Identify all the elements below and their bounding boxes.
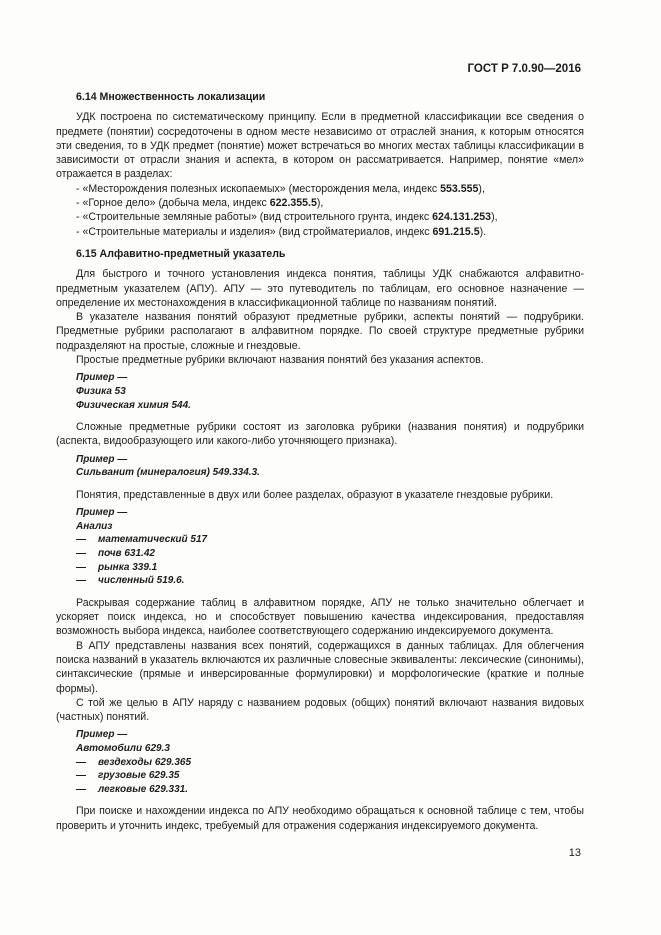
- example-label: Пример —: [76, 507, 128, 519]
- example-subheading: — математический 517: [76, 534, 208, 546]
- example-line: Физическая химия 544.: [76, 399, 191, 411]
- paragraph: Сложные предметные рубрики состоят из заголовка рубрики (названия понятия) и подрубрики (аспекта, видообразующего или какого-либо уточняющего признака).: [56, 421, 584, 448]
- section-title-6-14: 6.14 Множественность локализации: [76, 91, 266, 103]
- example-block: [56, 728, 584, 796]
- paragraph: Простые предметные рубрики включают названия понятий без указания аспектов.: [76, 354, 484, 367]
- example-block: [56, 506, 584, 588]
- paragraph: Раскрывая содержание таблиц в алфавитном порядке, АПУ не только значительно облегчает и ускоряет поиск индекса, но и способствует повышению качества индексирования, предоставляя возможность выбора индекса, наиболее соответствующего содержанию индексируемого документа.: [56, 596, 584, 638]
- list-item: - «Месторождения полезных ископаемых» (месторождения мела, индекс 553.555),: [76, 182, 485, 195]
- bullet-list: [56, 182, 584, 239]
- udc-index: 624.131.253: [432, 211, 492, 224]
- example-block: [56, 371, 584, 412]
- paragraph: Для быстрого и точного установления индекса понятия, таблицы УДК снабжаются алфавитно-предметным указателем (АПУ). АПУ — это путеводитель по таблицам, его основное назначение — определение их местонахождения в классификационной таблице по названиям понятий.: [56, 268, 584, 309]
- udc-index: 691.215.5: [432, 225, 480, 238]
- example-head: Автомобили 629.3: [76, 743, 170, 755]
- example-label: Пример —: [76, 729, 128, 741]
- document-id: ГОСТ Р 7.0.90—2016: [467, 63, 581, 75]
- example-subheading: — грузовые 629.35: [76, 770, 180, 782]
- example-subheading: — почв 631.42: [76, 547, 155, 559]
- paragraph: В указателе названия понятий образуют предметные рубрики, аспекты понятий — подрубрики. Предметные рубрики располагают в алфавитном порядке. По своей структуре предметные рубрики подразделяют на простые, сложные и гнездовые.: [56, 311, 584, 352]
- example-label: Пример —: [76, 372, 128, 384]
- example-subheading: — легковые 629.331.: [76, 783, 189, 795]
- example-label: Пример —: [76, 453, 128, 465]
- section-title-6-15: 6.15 Алфавитно-предметный указатель: [76, 247, 286, 260]
- paragraph: В АПУ представлены названия всех понятий, содержащихся в данных таблицах. Для облегчения поиска названий в указатель включаются их различные словесные эквиваленты: лексические (синонимы), синтаксические (прямые и инверсированные формулировки) и морфологические (краткие и полные формы).: [56, 639, 584, 695]
- udc-index: 622.355.5: [269, 197, 317, 210]
- list-item: - «Строительные земляные работы» (вид строительного грунта, индекс 624.131.253),: [76, 211, 498, 224]
- example-head: Анализ: [76, 520, 113, 532]
- page-body: [56, 90, 584, 833]
- paragraph: С той же целью в АПУ наряду с названием родовых (общих) понятий включают названия видовых (частных) понятий.: [56, 696, 584, 724]
- example-line: Сильванит (минералогия) 549.334.3.: [76, 467, 260, 479]
- udc-index: 553.555: [440, 182, 479, 195]
- example-subheading: — численный 519.6.: [76, 575, 185, 587]
- paragraph: Понятия, представленные в двух или более разделах, образуют в указателе гнездовые рубрики.: [76, 488, 554, 501]
- example-line: Физика 53: [76, 385, 126, 397]
- example-subheading: — рынка 339.1: [76, 561, 158, 573]
- example-block: [56, 453, 584, 480]
- page-number: 13: [568, 847, 581, 859]
- list-item: - «Горное дело» (добыча мела, индекс 622.355.5),: [76, 197, 324, 210]
- list-item: - «Строительные материалы и изделия» (вид стройматериалов, индекс 691.215.5).: [76, 225, 487, 238]
- example-subheading: — вездеходы 629.365: [76, 756, 192, 768]
- paragraph: УДК построена по систематическому принципу. Если в предметной классификации все сведения о предмете (понятии) сосредоточены в одном месте независимо от отраслей знания, к которым относятся эти сведения, то в УДК предмет (понятие) может встречаться во многих местах таблицы классификации в зависимости от отрасли знания и аспекта, в котором он рассматривается. Например, понятие «мел» отражается в разделах:: [56, 111, 584, 181]
- paragraph: При поиске и нахождении индекса по АПУ необходимо обращаться к основной таблице с тем, чтобы проверить и уточнить индекс, требуемый для отражения содержания индексируемого документа.: [56, 805, 584, 832]
